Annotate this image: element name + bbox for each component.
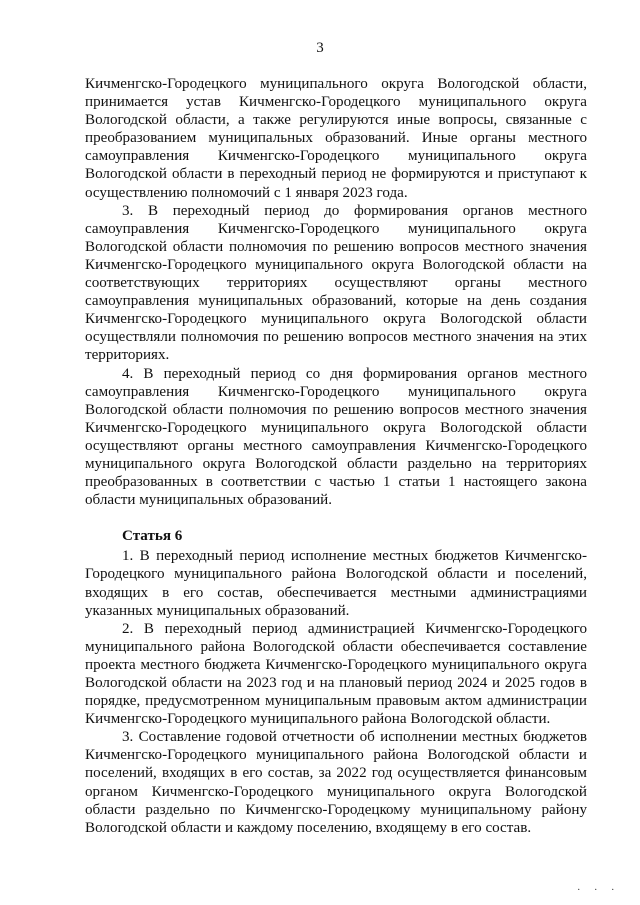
scan-marks: . . . [577, 882, 620, 893]
paragraph-item-4: 4. В переходный период со дня формирования органов местного самоуправления Кичменгско-Городецкого муниципального округа Вологодской области полномочия по решению вопросов местного значения Кичменгско-Городецкого муниципального округа Вологодской области осуществляют органы местного самоуправления Кичменгско-Городецкого муниципального округа Вологодской области раздельно на территориях преобразованных в соответствии с частью 1 статьи 1 настоящего закона области муниципальных образований. [85, 365, 587, 509]
paragraph-item-3: 3. В переходный период до формирования органов местного самоуправления Кичменгско-Городецкого муниципального округа Вологодской области полномочия по решению вопросов местного значения Кичменгско-Городецкого муниципального округа Вологодской области на соответствующих территориях осуществляют органы местного самоуправления муниципальных образований, которые на день создания Кичменгско-Городецкого муниципального округа Вологодской области осуществляли полномочия по решению вопросов местного значения на этих территориях. [85, 202, 587, 364]
article-6-paragraph-3: 3. Составление годовой отчетности об исполнении местных бюджетов Кичменгско-Городецкого муниципального района Вологодской области и поселений, входящих в его состав, за 2022 год осуществляется финансовым органом Кичменгско-Городецкого муниципального округа Вологодской области раздельно по Кичменгско-Городецкому муниципальному району Вологодской области и каждому поселению, входящему в его состав. [85, 729, 587, 836]
article-6-heading: Статья 6 [122, 528, 183, 545]
continuation-paragraph: Кичменгско-Городецкого муниципального округа Вологодской области, принимается устав Кичменгско-Городецкого муниципального округа Вологодской области, а также регулируются иные вопросы, связанные с преобразованием муниципальных образований. Иные органы местного самоуправления Кичменгско-Городецкого муниципального округа Вологодской области в переходный период не формируются и приступают к осуществлению полномочий с 1 января 2023 года. [85, 76, 587, 201]
page-number: 3 [316, 40, 324, 56]
article-6-paragraph-1: 1. В переходный период исполнение местных бюджетов Кичменгско-Городецкого муниципального района Вологодской области и поселений, входящих в его состав, обеспечивается местными администрациями указанных муниципальных образований. [85, 548, 587, 619]
article-6-paragraph-2: 2. В переходный период администрацией Кичменгско-Городецкого муниципального района Вологодской области обеспечивается составление проекта местного бюджета Кичменгско-Городецкого муниципального округа Вологодской области на 2023 год и на плановый период 2024 и 2025 годов в порядке, предусмотренном муниципальным правовым актом администрации Кичменгско-Городецкого муниципального района Вологодской области. [85, 620, 587, 728]
document-body [85, 75, 587, 837]
